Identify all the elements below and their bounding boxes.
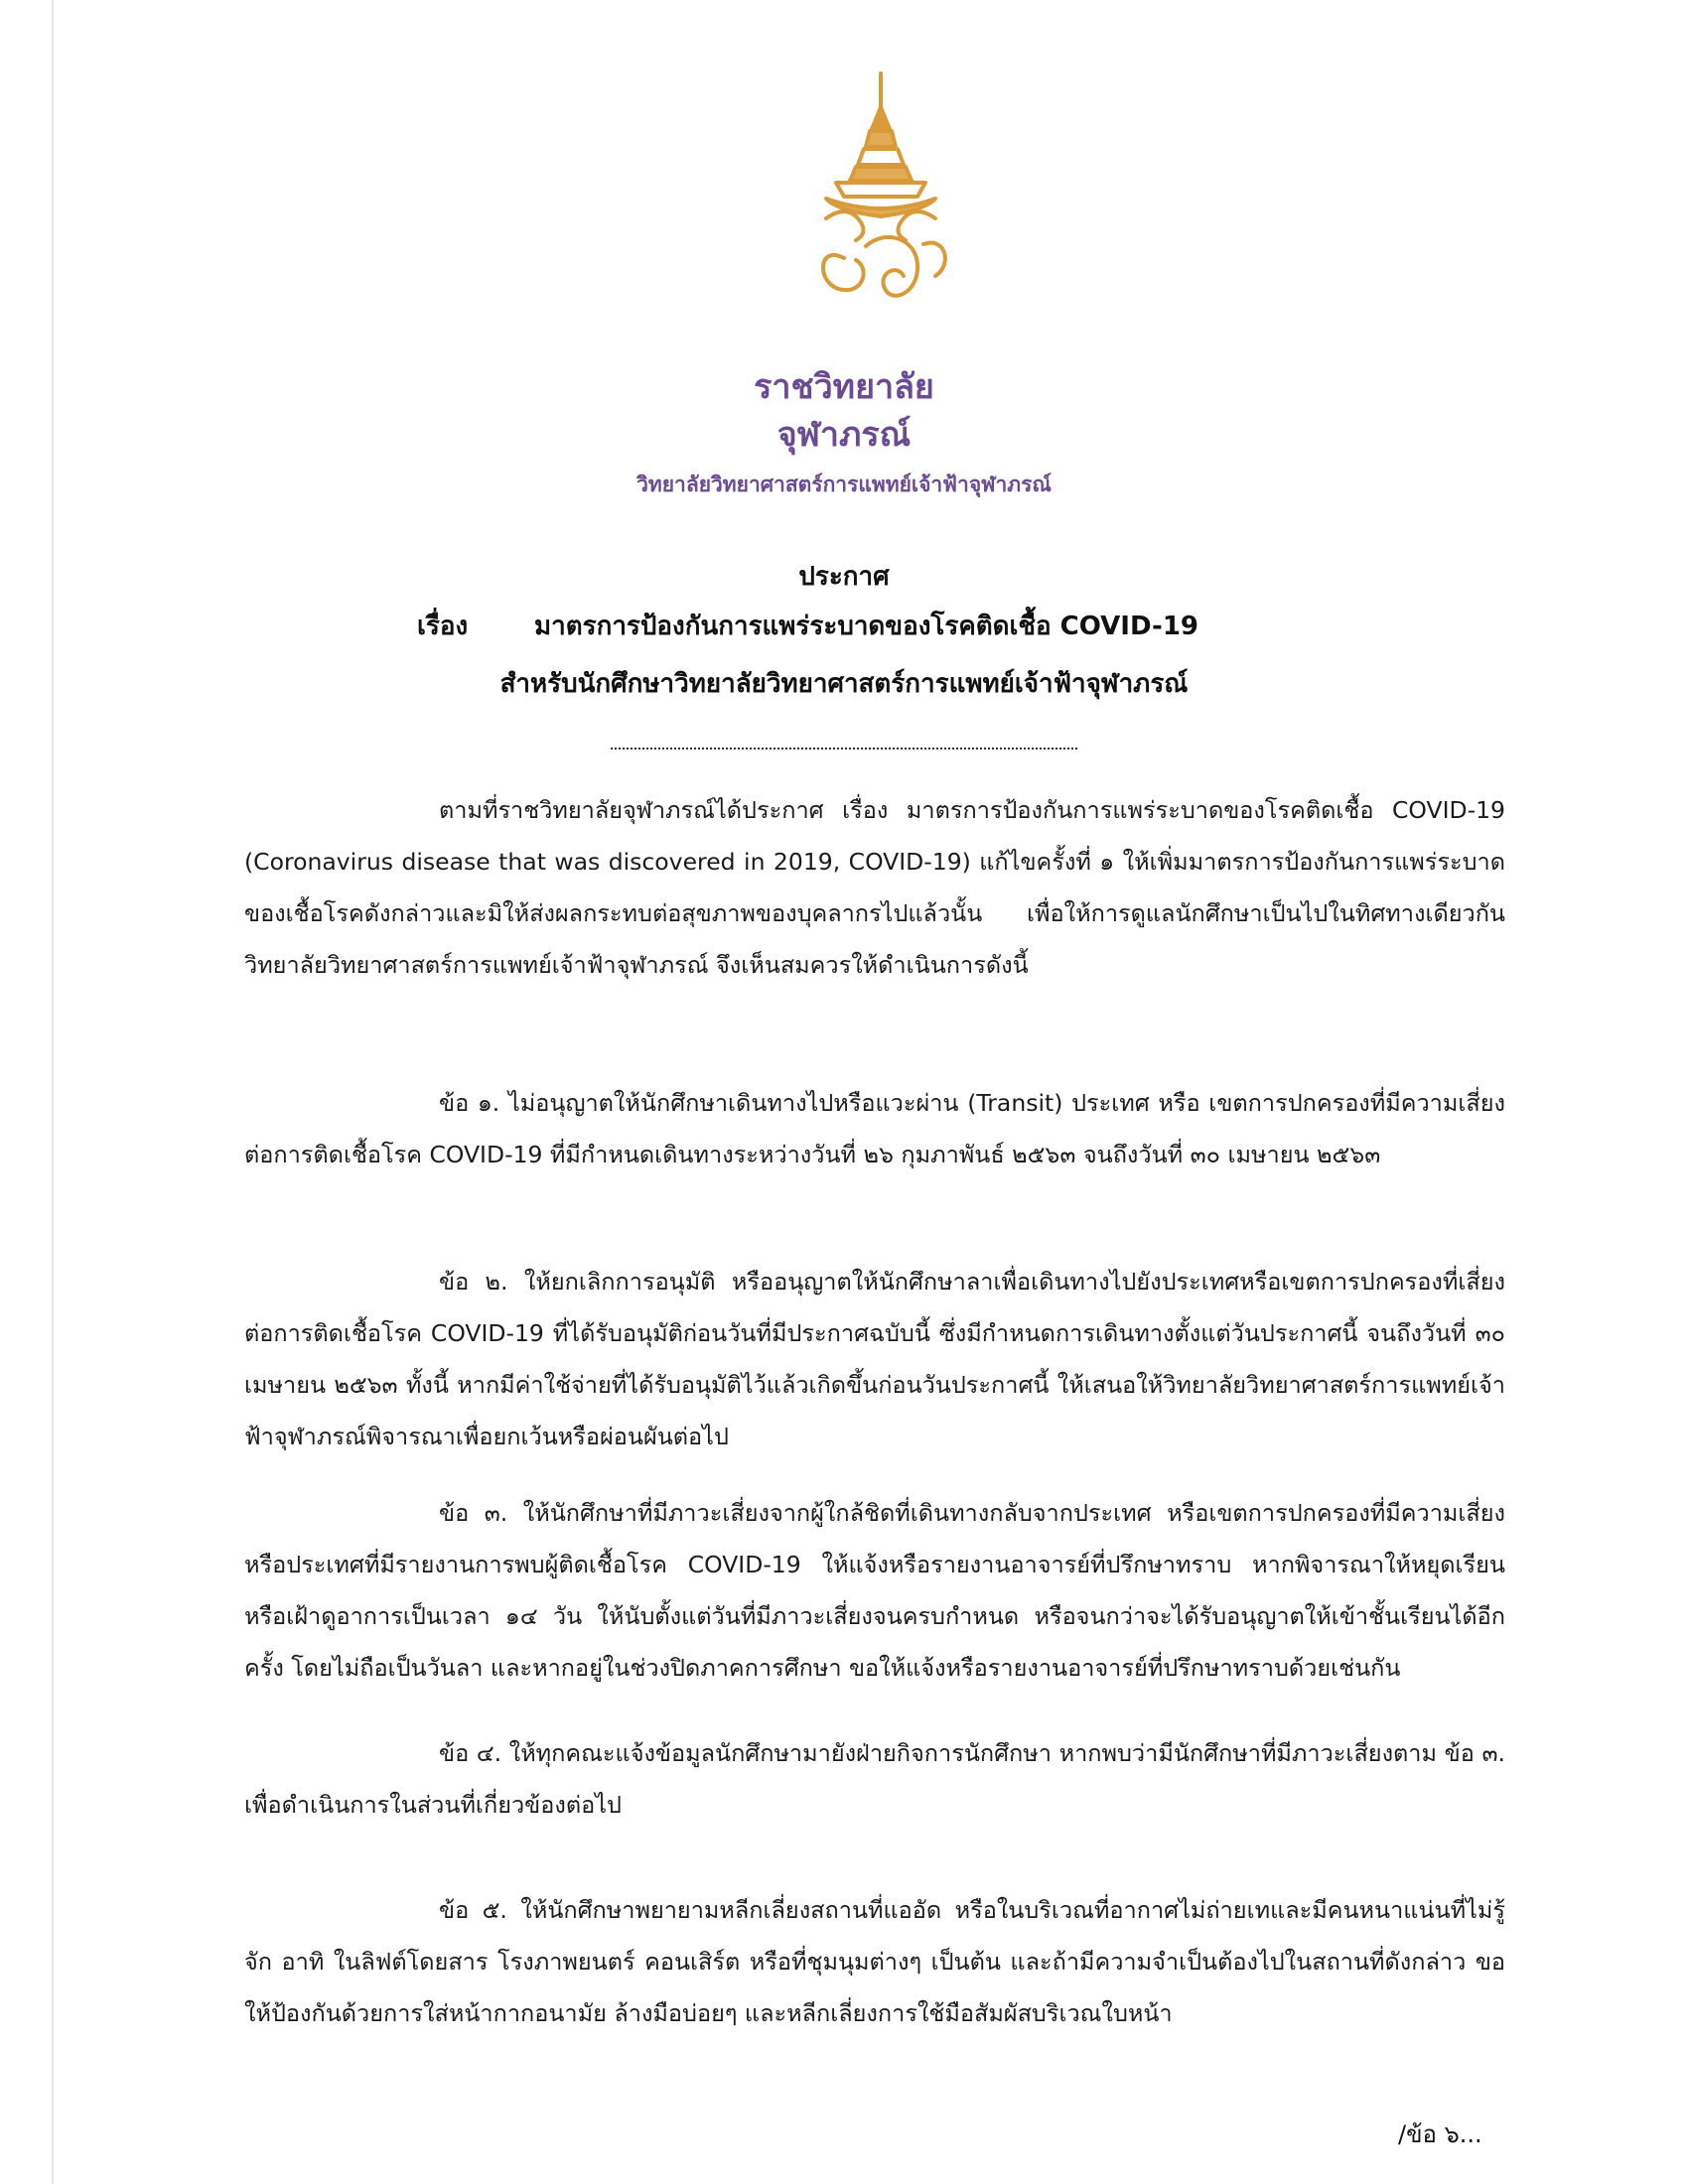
clause-4: ข้อ ๔. ให้ทุกคณะแจ้งข้อมูลนักศึกษามายังฝ่ายกิจการนักศึกษา หากพบว่ามีนักศึกษาที่มีภาวะเสี่ยงตาม ข้อ ๓. เพื่อดำเนินการในส่วนที่เกี่ยวข้องต่อไป — [244, 1739, 1505, 1819]
continuation-marker: /ข้อ ๖... — [1398, 2120, 1482, 2148]
institution-subtitle: วิทยาลัยวิทยาศาสตร์การแพทย์เจ้าฟ้าจุฬาภรณ์ — [636, 473, 1052, 496]
subject-label: เรื่อง — [417, 612, 469, 641]
announcement-title: ประกาศ — [798, 562, 890, 592]
announcement-subject — [417, 606, 1311, 646]
clause-1: ข้อ ๑. ไม่อนุญาตให้นักศึกษาเดินทางไปหรือแวะผ่าน (Transit) ประเทศ หรือ เขตการปกครองที่มีความเสี่ยงต่อการติดเชื้อโรค COVID-19 ที่มีกำหนดเดินทางระหว่างวันที่ ๒๖ กุมภาพันธ์ ๒๕๖๓ จนถึงวันที่ ๓๐ เมษายน ๒๕๖๓ — [244, 1089, 1505, 1168]
clause-2: ข้อ ๒. ให้ยกเลิกการอนุมัติ หรืออนุญาตให้นักศึกษาลาเพื่อเดินทางไปยังประเทศหรือเขตการปกครองที่เสี่ยงต่อการติดเชื้อโรค COVID-19 ที่ได้รับอนุมัติก่อนวันที่มีประกาศฉบับนี้ ซึ่งมีกำหนดการเดินทางตั้งแต่วันประกาศนี้ จนถึงวันที่ ๓๐ เมษายน ๒๕๖๓ ทั้งนี้ หากมีค่าใช้จ่ายที่ได้รับอนุมัติไว้แล้วเกิดขึ้นก่อนวันประกาศนี้ ให้เสนอให้วิทยาลัยวิทยาศาสตร์การแพทย์เจ้าฟ้าจุฬาภรณ์พิจารณาเพื่อยกเว้นหรือผ่อนผันต่อไป — [244, 1268, 1505, 1450]
institution-name-line2: จุฬาภรณ์ — [776, 415, 912, 455]
clause-3: ข้อ ๓. ให้นักศึกษาที่มีภาวะเสี่ยงจากผู้ใกล้ชิดที่เดินทางกลับจากประเทศ หรือเขตการปกครองที่มีความเสี่ยง หรือประเทศที่มีรายงานการพบผู้ติดเชื้อโรค COVID-19 ให้แจ้งหรือรายงานอาจารย์ที่ปรึกษาทราบ หากพิจารณาให้หยุดเรียนหรือเฝ้าดูอาการเป็นเวลา ๑๔ วัน ให้นับตั้งแต่วันที่มีภาวะเสี่ยงจนครบกำหนด หรือจนกว่าจะได้รับอนุญาตให้เข้าชั้นเรียนได้อีกครั้ง โดยไม่ถือเป็นวันลา และหากอยู่ในช่วงปิดภาคการศึกษา ขอให้แจ้งหรือรายงานอาจารย์ที่ปรึกษาทราบด้วยเช่นกัน — [244, 1499, 1505, 1682]
institution-emblem-icon — [786, 69, 975, 318]
intro-paragraph: ตามที่ราชวิทยาลัยจุฬาภรณ์ได้ประกาศ เรื่อง มาตรการป้องกันการแพร่ระบาดของโรคติดเชื้อ COVID-19 (Coronavirus disease that was discovered in 2019, COVID-19) แก้ไขครั้งที่ ๑ ให้เพิ่มมาตรการป้องกันการแพร่ระบาดของเชื้อโรคดังกล่าวและมิให้ส่งผลกระทบต่อสุขภาพของบุคลากรไปแล้วนั้น เพื่อให้การดูแลนักศึกษาเป็นไปในทิศทางเดียวกัน วิทยาลัยวิทยาศาสตร์การแพทย์เจ้าฟ้าจุฬาภรณ์ จึงเห็นสมควรให้ดำเนินการดังนี้ — [244, 796, 1505, 979]
dotted-divider — [0, 735, 1688, 753]
subject-text: มาตรการป้องกันการแพร่ระบาดของโรคติดเชื้อ COVID-19 — [534, 612, 1199, 641]
institution-name-line1: ราชวิทยาลัย — [754, 367, 934, 407]
page-edge-line — [52, 0, 54, 2184]
clause-5: ข้อ ๕. ให้นักศึกษาพยายามหลีกเลี่ยงสถานที่แออัด หรือในบริเวณที่อากาศไม่ถ่ายเทและมีคนหนาแน่นที่ไม่รู้จัก อาทิ ในลิฟต์โดยสาร โรงภาพยนตร์ คอนเสิร์ต หรือที่ชุมนุมต่างๆ เป็นต้น และถ้ามีความจำเป็นต้องไปในสถานที่ดังกล่าว ขอให้ป้องกันด้วยการใส่หน้ากากอนามัย ล้างมือบ่อยๆ และหลีกเลี่ยงการใช้มือสัมผัสบริเวณใบหน้า — [244, 1896, 1505, 2027]
announcement-subject-line2: สำหรับนักศึกษาวิทยาลัยวิทยาศาสตร์การแพทย์เจ้าฟ้าจุฬาภรณ์ — [499, 669, 1189, 699]
